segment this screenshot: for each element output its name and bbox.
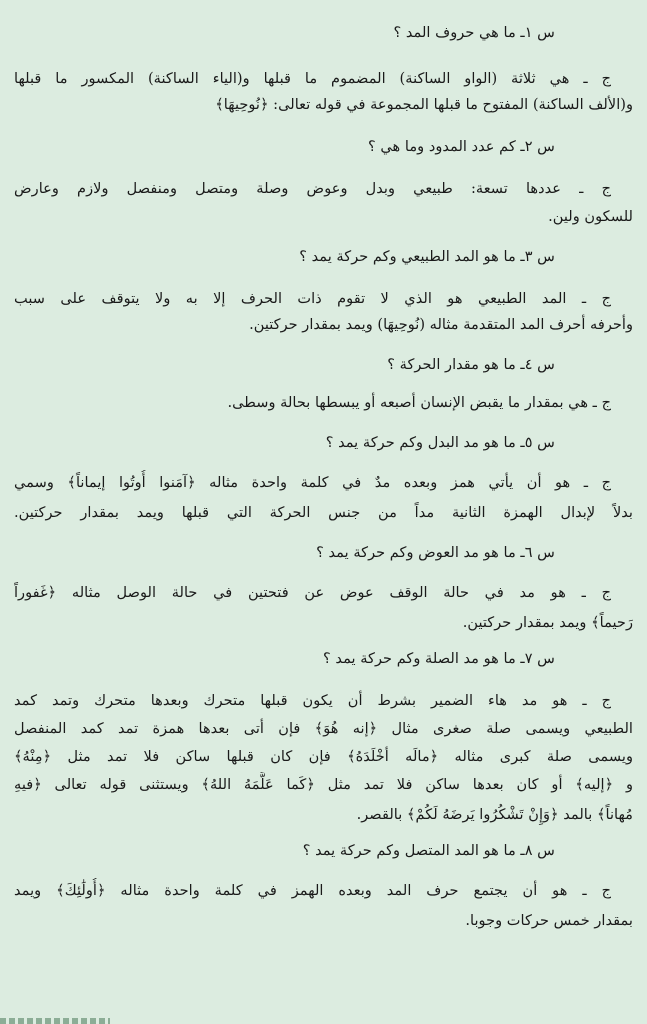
question-4: س ٤ـ ما هو مقدار الحركة ؟ xyxy=(387,356,555,373)
answer-5-line-2: بدلاً لإبدال الهمزة الثانية مداً من جنس الحركة التي قبلها ويمد بمقدار حركتين. xyxy=(14,504,633,521)
question-7: س ٧ـ ما هو مد الصلة وكم حركة يمد ؟ xyxy=(323,650,555,667)
answer-5-line-1: ج ـ هو أن يأتي همز وبعده مدٌ في كلمة واحدة مثاله ﴿آمَنوا أُوتُوا إيماناً﴾ وسمي xyxy=(14,474,611,491)
answer-2-line-2: للسكون ولين. xyxy=(548,208,633,225)
question-8: س ٨ـ ما هو المد المتصل وكم حركة يمد ؟ xyxy=(302,842,555,859)
question-2: س ٢ـ كم عدد المدود وما هي ؟ xyxy=(367,138,555,155)
answer-3-line-1: ج ـ المد الطبيعي هو الذي لا تقوم ذات الحرف إلا به ولا يتوقف على سبب xyxy=(14,290,611,307)
answer-7-line-4: و ﴿إليه﴾ أو كان بعدها ساكن فلا تمد مثل ﴿كَما عَلَّمَهُ اللهُ﴾ ويستثنى قوله تعالى ﴿فيهِ xyxy=(14,776,633,793)
answer-1-line-2: و(الألف الساكنة) المفتوح ما قبلها المجموعة في قوله تعالى: ﴿نُوحِيهَا﴾ xyxy=(215,96,633,113)
answer-8-line-1: ج ـ هو أن يجتمع حرف المد وبعده الهمز في كلمة واحدة مثاله ﴿أُولَٰئِكَ﴾ ويمد xyxy=(14,882,611,899)
document-page xyxy=(14,6,633,1010)
answer-3-line-2: وأحرفه أحرف المد المتقدمة مثاله (نُوحِيهَا) ويمد بمقدار حركتين. xyxy=(249,316,633,333)
answer-8-line-2: بمقدار خمس حركات وجوبا. xyxy=(465,912,633,929)
answer-7-line-2: الطبيعي ويسمى صلة صغرى مثال ﴿إنه هُوَ﴾ فإن أتى بعدها همزة تمد كمد المنفصل xyxy=(14,720,633,737)
answer-7-line-3: ويسمى صلة كبرى مثاله ﴿مالَه أخْلَدَهُ﴾ فإن كان قبلها ساكن فلا تمد مثل ﴿مِنْهُ﴾ xyxy=(14,748,633,765)
page-edge-strip xyxy=(0,1018,110,1024)
answer-2-line-1: ج ـ عددها تسعة: طبيعي وبدل وعوض وصلة ومتصل ومنفصل ولازم وعارض xyxy=(14,180,611,197)
question-1: س ١ـ ما هي حروف المد ؟ xyxy=(393,24,555,41)
answer-4-line-1: ج ـ هي بمقدار ما يقبض الإنسان أصبعه أو يبسطها بحالة وسطى. xyxy=(227,394,611,411)
answer-1-line-1: ج ـ هي ثلاثة (الواو الساكنة) المضموم ما قبلها و(الياء الساكنة) المكسور ما قبلها xyxy=(14,70,611,87)
answer-6-line-2: رَحيماً﴾ ويمد بمقدار حركتين. xyxy=(462,614,633,631)
answer-7-line-5: مُهاناً﴾ بالمد ﴿وَإِنْ تَشْكُرُوا يَرضَهُ لَكُمْ﴾ بالقصر. xyxy=(356,806,633,823)
question-3: س ٣ـ ما هو المد الطبيعي وكم حركة يمد ؟ xyxy=(299,248,555,265)
question-6: س ٦ـ ما هو مد العوض وكم حركة يمد ؟ xyxy=(316,544,555,561)
answer-6-line-1: ج ـ هو مد في حالة الوقف عوض عن فتحتين في حالة الوصل مثاله ﴿غَفوراً xyxy=(14,584,611,601)
question-5: س ٥ـ ما هو مد البدل وكم حركة يمد ؟ xyxy=(325,434,555,451)
answer-7-line-1: ج ـ هو مد هاء الضمير بشرط أن يكون قبلها متحرك وبعدها متحرك وتمد كمد xyxy=(14,692,611,709)
